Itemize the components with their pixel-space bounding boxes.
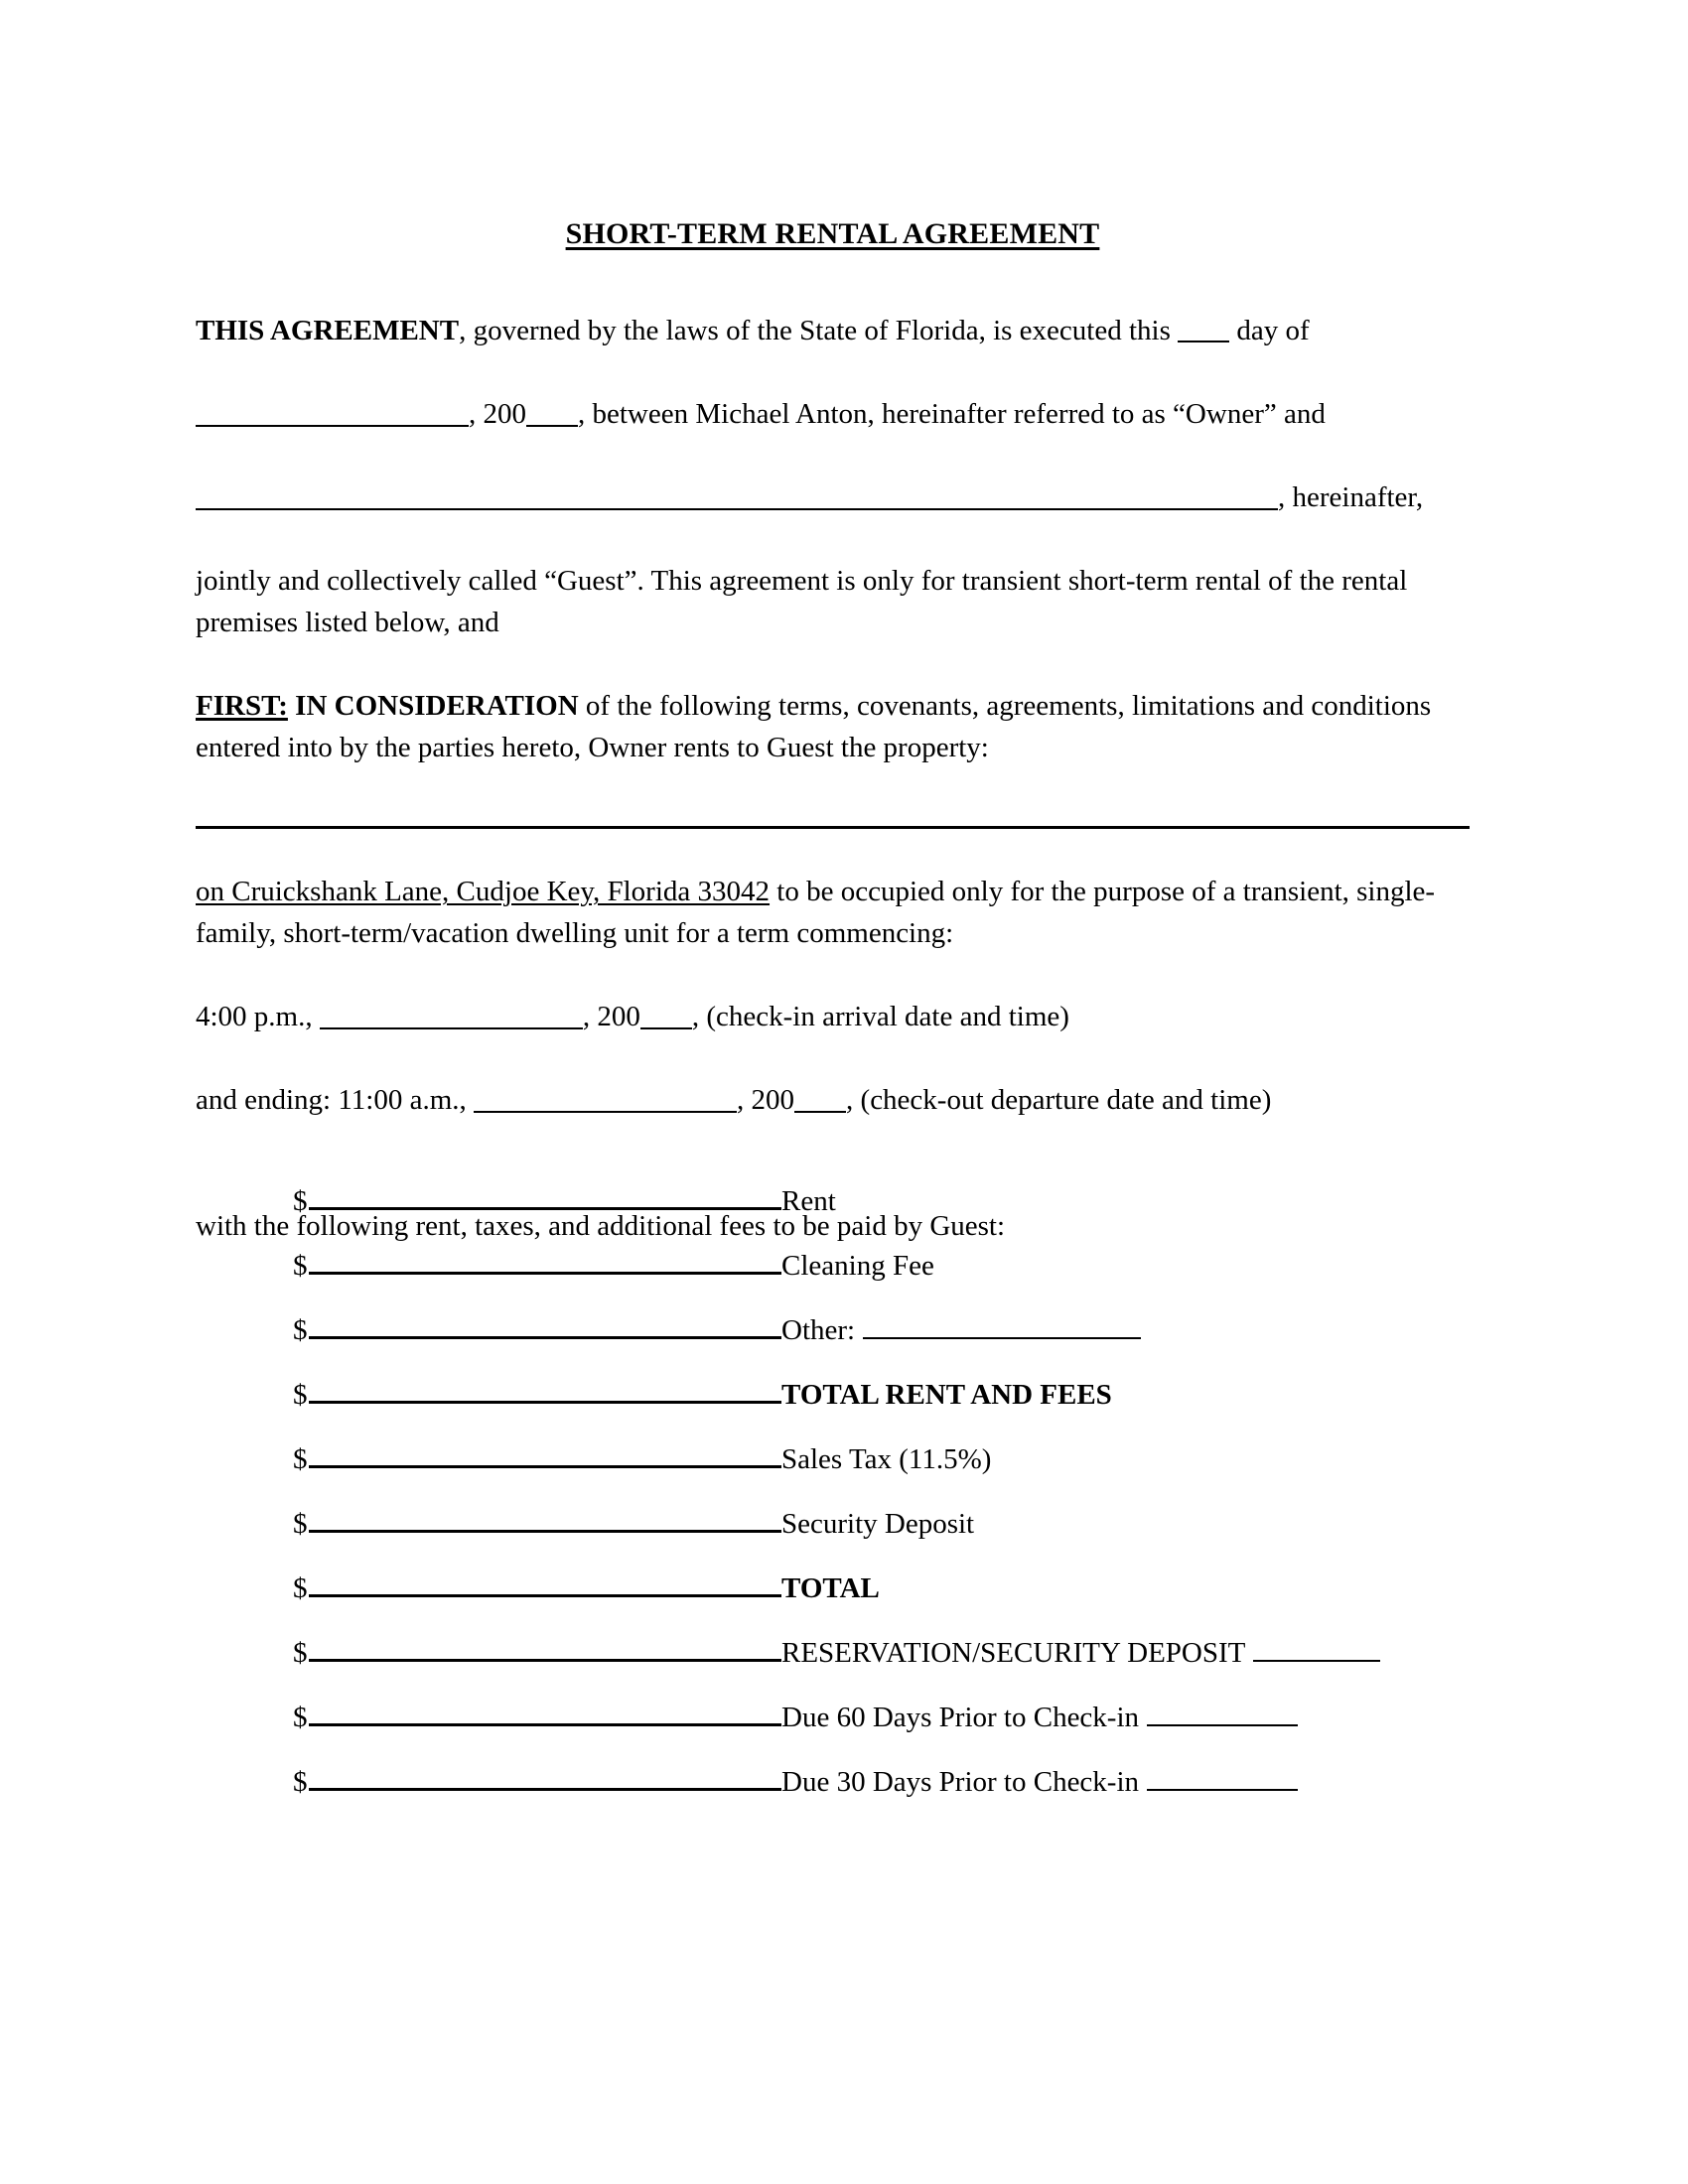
fee-amount-cell — [293, 1574, 781, 1603]
page-title-text: SHORT-TERM RENTAL AGREEMENT — [565, 217, 1100, 250]
fee-row — [293, 1539, 1484, 1603]
month-blank-field[interactable] — [196, 397, 469, 427]
execution-date-text-b: , between Michael Anton, hereinafter referred to as “Owner” and — [578, 398, 1326, 431]
first-consideration-text: of the following terms, covenants, agreements, limitations and conditions entered into by the parties hereto, Owner rents to Guest the property: — [196, 690, 1432, 764]
fee-amount-blank-field[interactable] — [309, 1659, 782, 1662]
currency-symbol: $ — [293, 1572, 308, 1604]
day-blank-field[interactable] — [1178, 314, 1229, 343]
fee-label-cell — [781, 1381, 1112, 1410]
fee-row — [293, 1216, 1484, 1281]
fee-row — [293, 1603, 1484, 1668]
paragraph-guest-name — [196, 477, 1470, 518]
checkout-note-text: , (check-out departure date and time) — [846, 1084, 1272, 1117]
fee-row — [293, 1668, 1484, 1732]
currency-symbol: $ — [293, 1702, 308, 1733]
checkin-note-text: , (check-in arrival date and time) — [691, 1001, 1069, 1033]
fee-amount-cell — [293, 1445, 781, 1474]
clause-label-in-consideration: IN CONSIDERATION — [295, 690, 579, 723]
clause-label-first: FIRST: — [196, 690, 288, 723]
execution-date-text-a: , 200 — [469, 398, 526, 431]
fee-label-text: Cleaning Fee — [781, 1250, 934, 1282]
fee-label-text: Due 60 Days Prior to Check-in — [781, 1702, 1140, 1733]
fee-label-text: Other: — [781, 1314, 856, 1346]
spacer — [196, 829, 1470, 871]
fee-amount-blank-field[interactable] — [309, 1723, 782, 1726]
currency-symbol: $ — [293, 1637, 308, 1669]
checkin-year-blank-field[interactable] — [640, 1000, 692, 1029]
checkin-time-text: 4:00 p.m., — [196, 1001, 320, 1033]
fee-row — [293, 1345, 1484, 1410]
fee-amount-blank-field[interactable] — [309, 1207, 782, 1210]
fee-row — [293, 1410, 1484, 1474]
fee-label-cell — [781, 1309, 1141, 1345]
property-address-text: on Cruickshank Lane, Cudjoe Key, Florida 33042 — [196, 876, 771, 908]
fee-label-cell — [781, 1445, 991, 1474]
guest-name-text: , hereinafter, — [1278, 481, 1424, 514]
fee-amount-blank-field[interactable] — [309, 1336, 782, 1339]
fee-table — [293, 1152, 1484, 1797]
currency-symbol: $ — [293, 1250, 308, 1282]
currency-symbol: $ — [293, 1508, 308, 1540]
fee-label-blank-field[interactable] — [1147, 1761, 1298, 1791]
agreement-intro-text-b: day of — [1229, 315, 1310, 346]
spacer — [196, 518, 1470, 560]
fee-amount-blank-field[interactable] — [309, 1530, 782, 1533]
checkout-year-prefix: , 200 — [737, 1084, 795, 1117]
paragraph-fees-intro: with the following rent, taxes, and additional fees to be paid by Guest: — [196, 1209, 1006, 1242]
checkout-date-blank-field[interactable] — [474, 1083, 737, 1113]
fee-label-blank-field[interactable] — [863, 1309, 1141, 1339]
fee-label-cell — [781, 1252, 934, 1281]
fee-row — [293, 1281, 1484, 1345]
agreement-lead-bold: THIS AGREEMENT — [196, 315, 460, 346]
fee-amount-blank-field[interactable] — [309, 1788, 782, 1791]
spacer — [196, 351, 1470, 393]
currency-symbol: $ — [293, 1443, 308, 1475]
fee-amount-cell — [293, 1187, 781, 1216]
fee-amount-cell — [293, 1510, 781, 1539]
fee-label-text: Sales Tax (11.5%) — [781, 1443, 992, 1475]
fee-label-text: TOTAL RENT AND FEES — [781, 1379, 1112, 1411]
fee-label-cell — [781, 1697, 1298, 1732]
currency-symbol: $ — [293, 1379, 308, 1411]
fee-label-text: Rent — [781, 1185, 836, 1217]
paragraph-checkout — [196, 1079, 1470, 1121]
fee-amount-blank-field[interactable] — [309, 1401, 782, 1404]
fee-label-text: Due 30 Days Prior to Check-in — [781, 1766, 1140, 1798]
page-title — [196, 216, 1470, 252]
fee-label-blank-field[interactable] — [1253, 1632, 1380, 1662]
fee-row — [293, 1474, 1484, 1539]
paragraph-execution-date — [196, 393, 1470, 435]
checkout-time-text: and ending: 11:00 a.m., — [196, 1084, 475, 1117]
fee-label-cell — [781, 1761, 1298, 1797]
fee-amount-blank-field[interactable] — [309, 1465, 782, 1468]
paragraph-first-consideration — [196, 685, 1470, 768]
paragraph-guest-definition: jointly and collectively called “Guest”. This agreement is only for transient short-term rental of the rental premises listed below, and — [196, 565, 1408, 639]
checkout-year-blank-field[interactable] — [794, 1083, 846, 1113]
fee-label-blank-field[interactable] — [1147, 1697, 1298, 1726]
paragraph-checkin — [196, 996, 1470, 1037]
spacer — [196, 252, 1470, 310]
fee-label-cell — [781, 1632, 1380, 1668]
checkin-year-prefix: , 200 — [582, 1001, 640, 1033]
fee-label-text: Security Deposit — [781, 1508, 975, 1540]
fee-row — [293, 1152, 1484, 1216]
spacer — [196, 768, 1470, 826]
spacer — [196, 1037, 1470, 1079]
year-blank-field[interactable] — [526, 397, 578, 427]
fee-label-cell — [781, 1510, 974, 1539]
fee-label-cell — [781, 1187, 836, 1216]
document-body — [196, 216, 1470, 1247]
fee-amount-cell — [293, 1639, 781, 1668]
spacer — [196, 435, 1470, 477]
checkin-date-blank-field[interactable] — [320, 1000, 583, 1029]
fee-amount-blank-field[interactable] — [309, 1272, 782, 1275]
spacer — [196, 954, 1470, 996]
fee-amount-cell — [293, 1704, 781, 1732]
fee-label-text: RESERVATION/SECURITY DEPOSIT — [781, 1637, 1246, 1669]
guest-name-blank-field[interactable] — [196, 480, 1278, 510]
agreement-intro-text-a: , governed by the laws of the State of Florida, is executed this — [459, 315, 1179, 346]
fee-amount-cell — [293, 1316, 781, 1345]
fee-label-cell — [781, 1574, 880, 1603]
paragraph-property-location — [196, 871, 1470, 954]
fee-amount-blank-field[interactable] — [309, 1594, 782, 1597]
property-purpose-text: to be occupied only for the purpose of a transient, single-family, short-term/vacation dwelling unit for a term commencing: — [196, 876, 1436, 950]
fee-row — [293, 1732, 1484, 1797]
fee-amount-cell — [293, 1768, 781, 1797]
currency-symbol: $ — [293, 1766, 308, 1798]
currency-symbol: $ — [293, 1185, 308, 1217]
fee-label-text: TOTAL — [781, 1572, 880, 1604]
fee-amount-cell — [293, 1381, 781, 1410]
fee-amount-cell — [293, 1252, 781, 1281]
paragraph-agreement-intro — [196, 310, 1470, 351]
spacer — [196, 643, 1470, 685]
currency-symbol: $ — [293, 1314, 308, 1346]
